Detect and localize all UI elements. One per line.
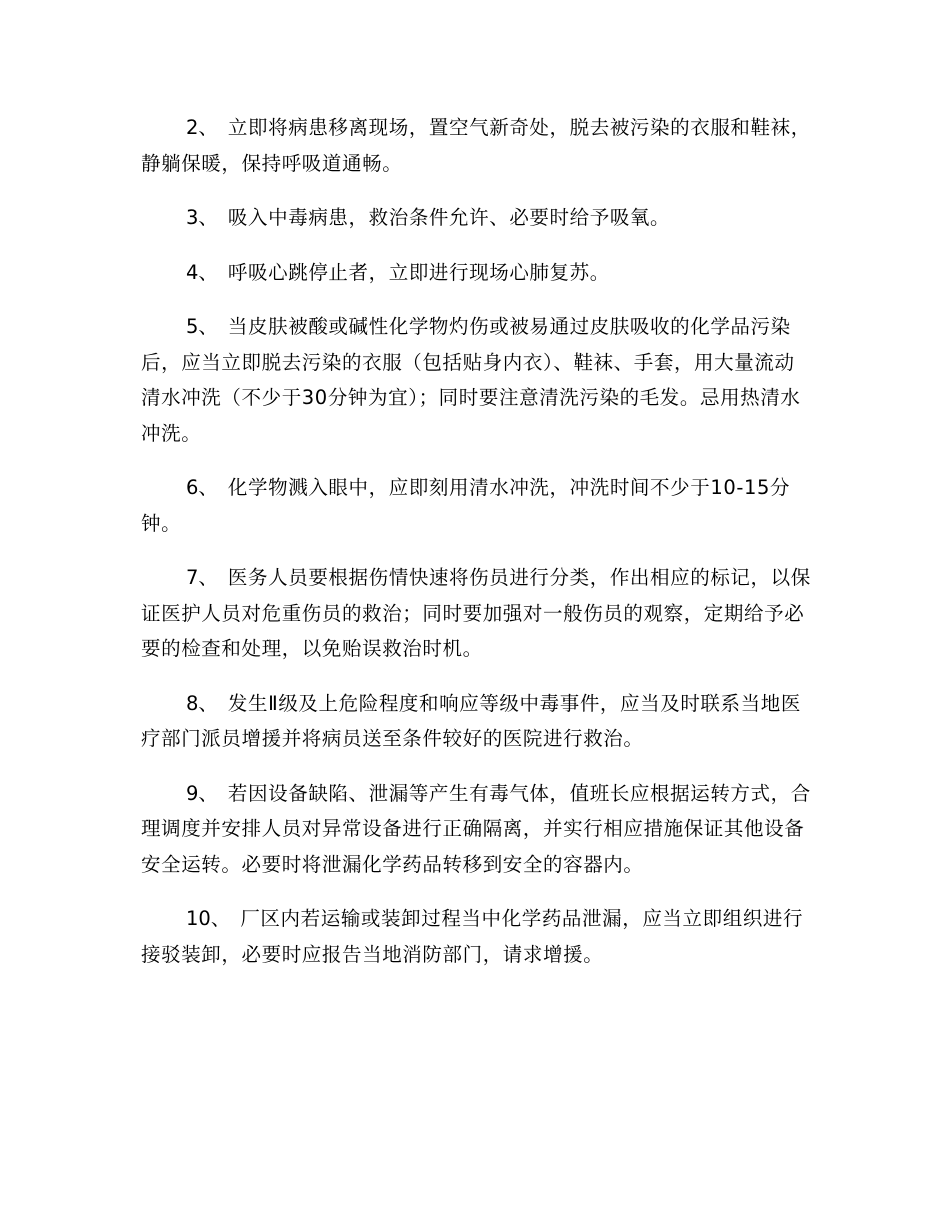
paragraph-number: 3、: [186, 206, 218, 229]
paragraph-number: 6、: [186, 476, 218, 499]
document-body: [141, 110, 811, 991]
paragraph-text: 发生Ⅱ级及上危险程度和响应等级中毒事件，应当及时联系当地医疗部门派员增援并将病员送至条件较好的医院进行救治。: [141, 691, 801, 750]
paragraph-item-6: [141, 470, 811, 541]
paragraph-number: 5、: [186, 315, 218, 338]
paragraph-text: 医务人员要根据伤情快速将伤员进行分类，作出相应的标记，以保证医护人员对危重伤员的救治；同时要加强对一般伤员的观察，定期给予必要的检查和处理，以免贻误救治时机。: [141, 566, 811, 660]
paragraph-item-3: [141, 200, 811, 236]
paragraph-item-8: [141, 686, 811, 757]
paragraph-text: 当皮肤被酸或碱性化学物灼伤或被易通过皮肤吸收的化学品污染后，应当立即脱去污染的衣服（包括贴身内衣）、鞋袜、手套，用大量流动清水冲洗（不少于30分钟为宜）；同时要注意清洗污染的毛发。忌用热清水冲洗。: [141, 315, 801, 445]
paragraph-item-5: [141, 309, 811, 451]
paragraph-text: 呼吸心跳停止者，立即进行现场心肺复苏。: [227, 260, 610, 284]
paragraph-number: 7、: [186, 566, 218, 589]
paragraph-number: 9、: [186, 781, 218, 805]
paragraph-item-10: [141, 901, 811, 972]
paragraph-number: 4、: [186, 260, 218, 284]
paragraph-text: 若因设备缺陷、泄漏等产生有毒气体，值班长应根据运转方式，合理调度并安排人员对异常设备进行正确隔离，并实行相应措施保证其他设备安全运转。必要时将泄漏化学药品转移到安全的容器内。: [141, 781, 811, 876]
paragraph-item-2: [141, 110, 811, 181]
paragraph-number: 8、: [186, 691, 218, 715]
paragraph-text: 立即将病患移离现场，置空气新奇处，脱去被污染的衣服和鞋袜，静躺保暖，保持呼吸道通畅。: [141, 116, 811, 175]
paragraph-item-9: [141, 776, 811, 883]
paragraph-text: 厂区内若运输或装卸过程当中化学药品泄漏，应当立即组织进行接驳装卸，必要时应报告当地消防部门，请求增援。: [141, 907, 804, 966]
paragraph-item-4: [141, 255, 811, 291]
paragraph-text: 吸入中毒病患，救治条件允许、必要时给予吸氧。: [227, 206, 671, 229]
paragraph-text: 化学物溅入眼中，应即刻用清水冲洗，冲洗时间不少于10-15分钟。: [141, 476, 791, 535]
paragraph-number: 10、: [186, 907, 231, 930]
paragraph-item-7: [141, 560, 811, 667]
paragraph-number: 2、: [186, 116, 218, 139]
